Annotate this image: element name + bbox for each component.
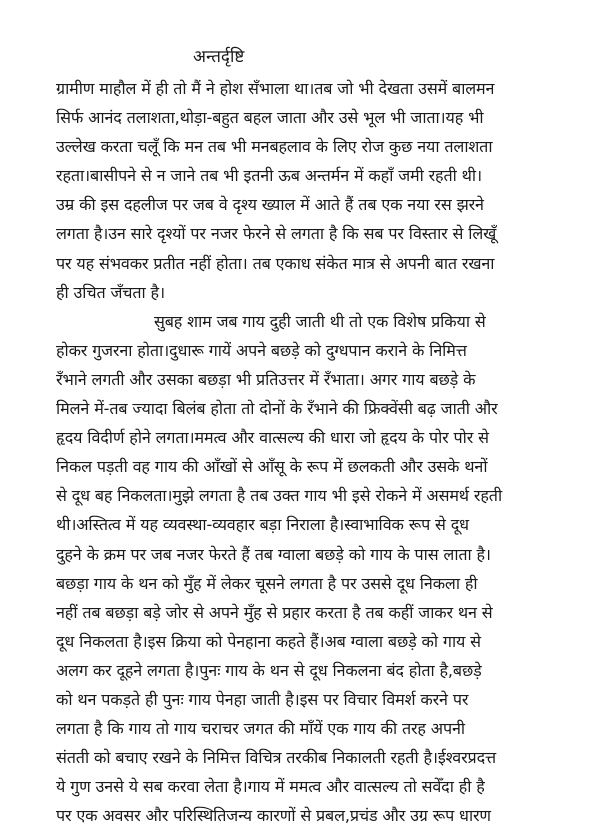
text-line: मिलने में-तब ज्यादा बिलंब होता तो दोनों के रँभाने की फ्रिक्वेंसी बढ़ जाती और xyxy=(56,399,498,419)
text-line: हृदय विदीर्ण होने लगता।ममत्व और वात्सल्य की धारा जो हृदय के पोर पोर से xyxy=(56,428,489,448)
text-line: उल्लेख करता चलूँ कि मन तब भी मनबहलाव के लिए रोज कुछ नया तलाशता xyxy=(56,137,493,157)
text-line: को थन पकड़ते ही पुनः गाय पेनहा जाती है।इस पर विचार विमर्श करने पर xyxy=(56,689,469,709)
text-line: दुहने के क्रम पर जब नजर फेरते हैं तब ग्वाला बछड़े को गाय के पास लाता है। xyxy=(56,544,491,564)
text-line: रँभाने लगती और उसका बछड़ा भी प्रतिउत्तर में रँभाता। अगर गाय बछड़े के xyxy=(56,369,476,389)
text-line: ही उचित जँचता है। xyxy=(56,282,165,302)
text-line: ये गुण उनसे ये सब करवा लेता है।गाय में ममत्व और वात्सल्य तो सवेँदा ही है xyxy=(56,777,485,797)
text-line: लगता है।उन सारे दृश्यों पर नजर फेरने से लगता है कि सब पर विस्तार से लिखूँ xyxy=(56,224,497,244)
text-line: दूध निकलता है।इस क्रिया को पेनहाना कहते हैं।अब ग्वाला बछड़े को गाय से xyxy=(56,631,481,651)
text-line: पर एक अवसर और परिस्थितिजन्य कारणों से प्रबल,प्रचंड और उग्र रूप धारण xyxy=(56,806,491,826)
text-line: निकल पड़ती वह गाय की आँखों से आँसू के रूप में छलकती और उसके थनों xyxy=(56,457,488,477)
text-line: संतती को बचाए रखने के निमित्त विचित्र तरकीब निकालती रहती है।ईश्वरप्रदत्त xyxy=(56,748,496,768)
paragraph-start-line: सुबह शाम जब गाय दुही जाती थी तो एक विशेष प्रकिया से xyxy=(154,311,486,331)
text-line: उम्र की इस दहलीज पर जब वे दृश्य ख्याल में आते हैं तब एक नया रस झरने xyxy=(56,195,484,215)
text-line: अलग कर दूहने लगता है।पुनः गाय के थन से दूध निकलना बंद होता है,बछड़े xyxy=(56,660,482,680)
text-line: पर यह संभवकर प्रतीत नहीं होता। तब एकाध संकेत मात्र से अपनी बात रखना xyxy=(56,253,495,273)
document-body xyxy=(56,74,608,830)
text-line: रहता।बासीपने से न जाने तब भी इतनी ऊब अन्तर्मन में कहाँ जमी रहती थी। xyxy=(56,166,482,186)
text-line: होकर गुजरना होता।दुधारू गायें अपने बछड़े को दुग्धपान कराने के निमित्त xyxy=(56,340,467,360)
text-line: नहीं तब बछड़ा बड़े जोर से अपने मुँह से प्रहार करता है तब कहीं जाकर थन से xyxy=(56,602,493,622)
text-line: बछड़ा गाय के थन को मुँह में लेकर चूसने लगता है पर उससे दूध निकला ही xyxy=(56,573,478,593)
text-line: से दूध बह निकलता।मुझे लगता है तब उक्त गाय भी इसे रोकने में असमर्थ रहती xyxy=(56,486,502,506)
document-title: अन्तर्दृष्टि xyxy=(193,47,245,67)
text-line: सिर्फ आनंद तलाशता,थोड़ा-बहुत बहल जाता और उसे भूल भी जाता।यह भी xyxy=(56,108,484,128)
text-line: ग्रामीण माहौल में ही तो मैं ने होश सँभाला था।तब जो भी देखता उसमें बालमन xyxy=(56,79,495,98)
text-line: थी।अस्तित्व में यह व्यवस्था-व्यवहार बड़ा निराला है।स्वाभाविक रूप से दूध xyxy=(56,515,469,535)
text-line: लगता है कि गाय तो गाय चराचर जगत की माँयें एक गाय की तरह अपनी xyxy=(56,719,465,739)
